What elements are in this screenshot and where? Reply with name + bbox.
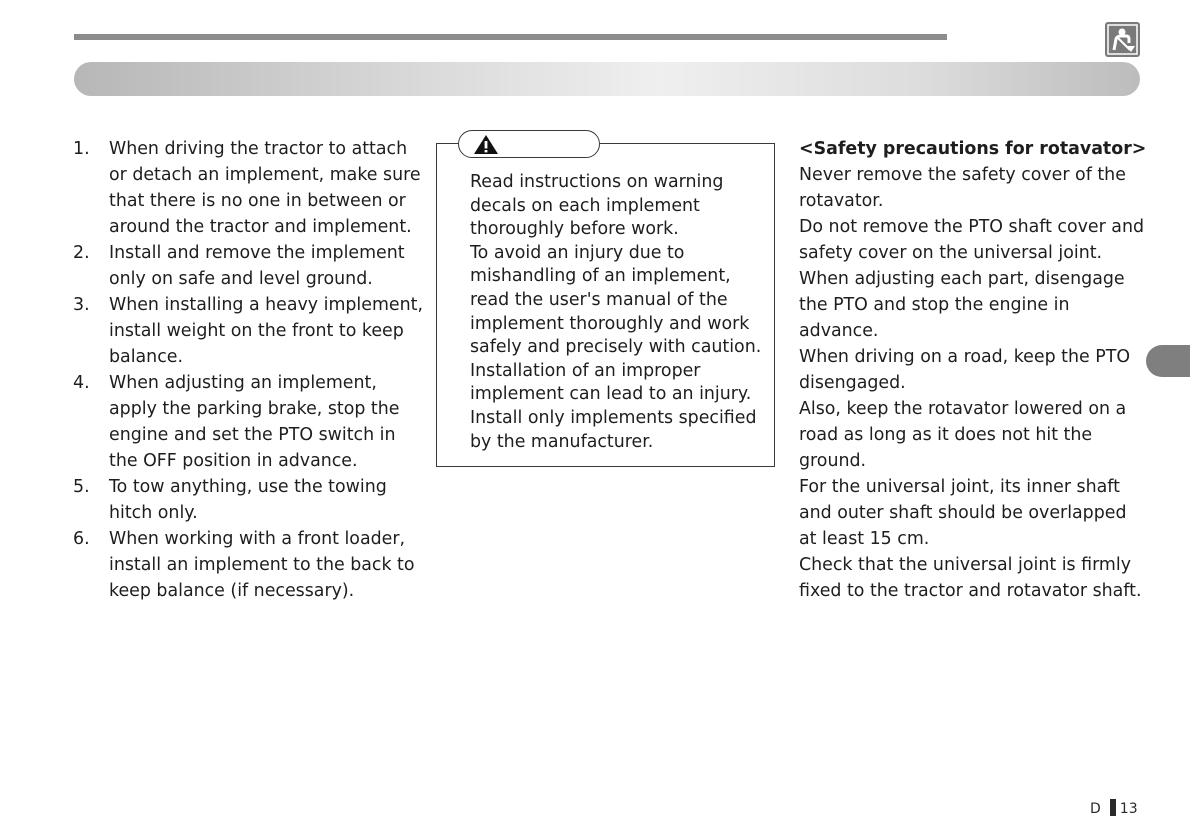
precaution-line: For the universal joint, its inner shaft and outer shaft should be overlapped at least 15 cm. [799,477,1127,549]
list-item: 4. When adjusting an implement, apply the parking brake, stop the engine and set the PTO switch in the OFF position in advance. [73,373,400,471]
list-item: 2. Install and remove the implement only on safe and level ground. [73,243,405,289]
header-rule [74,34,947,40]
precaution-line: Check that the universal joint is firmly fixed to the tractor and rotavator shaft. [799,555,1142,601]
warning-paragraph: To avoid an injury due to mishandling of an implement, read the user's manual of the implement thoroughly and work safely and precisely with caution. [470,242,762,358]
list-item: 5. To tow anything, use the towing hitch only. [73,477,387,523]
list-item: 1. When driving the tractor to attach or detach an implement, make sure that there is no one in between or around the tractor and implement. [73,139,421,237]
list-item: 3. When installing a heavy implement, install weight on the front to keep balance. [73,295,423,367]
precaution-line: Never remove the safety cover of the rotavator. [799,165,1126,211]
seat-belt-warning-icon [1105,22,1140,57]
instruction-list [73,136,428,604]
implement-instructions [73,136,428,604]
page-footer [1090,799,1138,819]
precaution-line: Do not remove the PTO shaft cover and safety cover on the universal joint. [799,217,1145,263]
chapter-tab [1146,345,1190,377]
warning-text [470,171,775,454]
page-number: 13 [1119,801,1138,817]
warning-label-tab [458,130,600,158]
section-letter: D [1090,801,1101,817]
warning-paragraph: Read instructions on warning decals on each implement thoroughly before work. [470,172,724,240]
rotavator-precautions [799,136,1149,604]
warning-paragraph: Installation of an improper implement can lead to an injury. [470,360,752,405]
precaution-line: When adjusting each part, disengage the PTO and stop the engine in advance. [799,269,1125,341]
precaution-line: When driving on a road, keep the PTO disengaged. [799,347,1131,393]
footer-divider [1110,799,1116,816]
list-item: 6. When working with a front loader, install an implement to the back to keep balance (if necessary). [73,529,415,601]
warning-triangle-icon [473,134,499,155]
section-heading: <Safety precautions for rotavator> [799,139,1147,159]
precaution-line: Also, keep the rotavator lowered on a road as long as it does not hit the ground. [799,399,1127,471]
section-header-band [74,62,1140,96]
warning-paragraph: Install only implements specified by the manufacturer. [470,407,757,452]
